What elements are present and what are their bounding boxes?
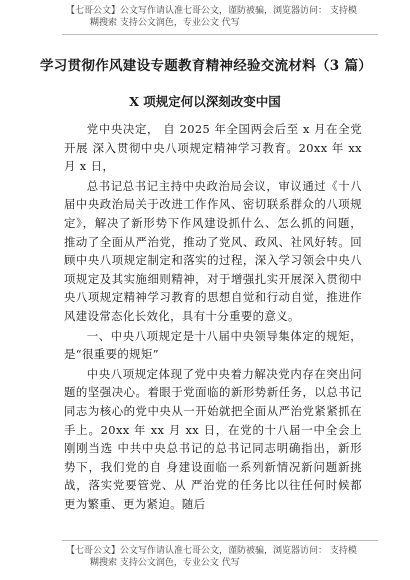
paragraph: 中央八项规定体现了党中央着力解决党内存在突出问题的坚强决心。着眼于党面临的新形势新任务，以总书记同志为核心的党中央从一开始就把全面从严治党紧紧抓在手上。20xx 年 xx 月 xx 日，在党的十八届一中全会上刚刚当选 中共中央总书记的总书记同志明确指出，新形势下，我们党的自 身建设面临一系列新情况新问题新挑战，落实党要管党、从 严治党的任务比以往任何时候都更为繁重、更为紧迫。随后 [64,366,362,511]
footer-line-2: 糊搜索 支持公文润色，专业公文 代写 [90,558,240,568]
footer-line-1: 【七哥公文】公文写作请认准七哥公文，谨防被骗，浏览器访问： 支持模 [66,546,357,556]
page-header [66,5,366,29]
footer-divider [62,540,378,541]
page-footer [66,545,366,569]
header-divider [62,34,378,35]
document-body [64,120,362,514]
paragraph: 党中央决定， 自 2025 年全国两会后至 x 月在全党开展 深入贯彻中央八项规定精神学习教育。20xx 年 xx 月 x 日， [64,122,362,174]
section-title: X 项规定何以深刻改变中国 [129,94,281,109]
document-title: 学习贯彻作风建设专题教育精神经验交流材料（3 篇） [40,58,373,74]
header-line-2: 糊搜索 支持公文润色，专业公文 代写 [90,18,240,28]
header-line-1: 【七哥公文】公文写作请认准七哥公文，谨防被骗，浏览器访问： 支持模 [66,6,357,16]
paragraph: 总书记总书记主持中央政治局会议，审议通过《十八届中央政治局关于改进工作作风、密切联系群众的八项规定》，解决了新形势下作风建设抓什么、怎么抓的问题，推动了全面从严治党，推动了党风、政风、社风好转。回顾中央八项规定制定和落实的过程，深入学习领会中央八项规定及其实施细则精神，对于增强扎实开展深入贯彻中央八项规定精神学习教育的思想自觉和行动自觉，推进作风建设常态化长效化，具有十分重要的意义。 [64,178,362,323]
paragraph: 一、中央八项规定是十八届中央领导集体定的规矩，是“很重要的规矩” [64,328,362,362]
